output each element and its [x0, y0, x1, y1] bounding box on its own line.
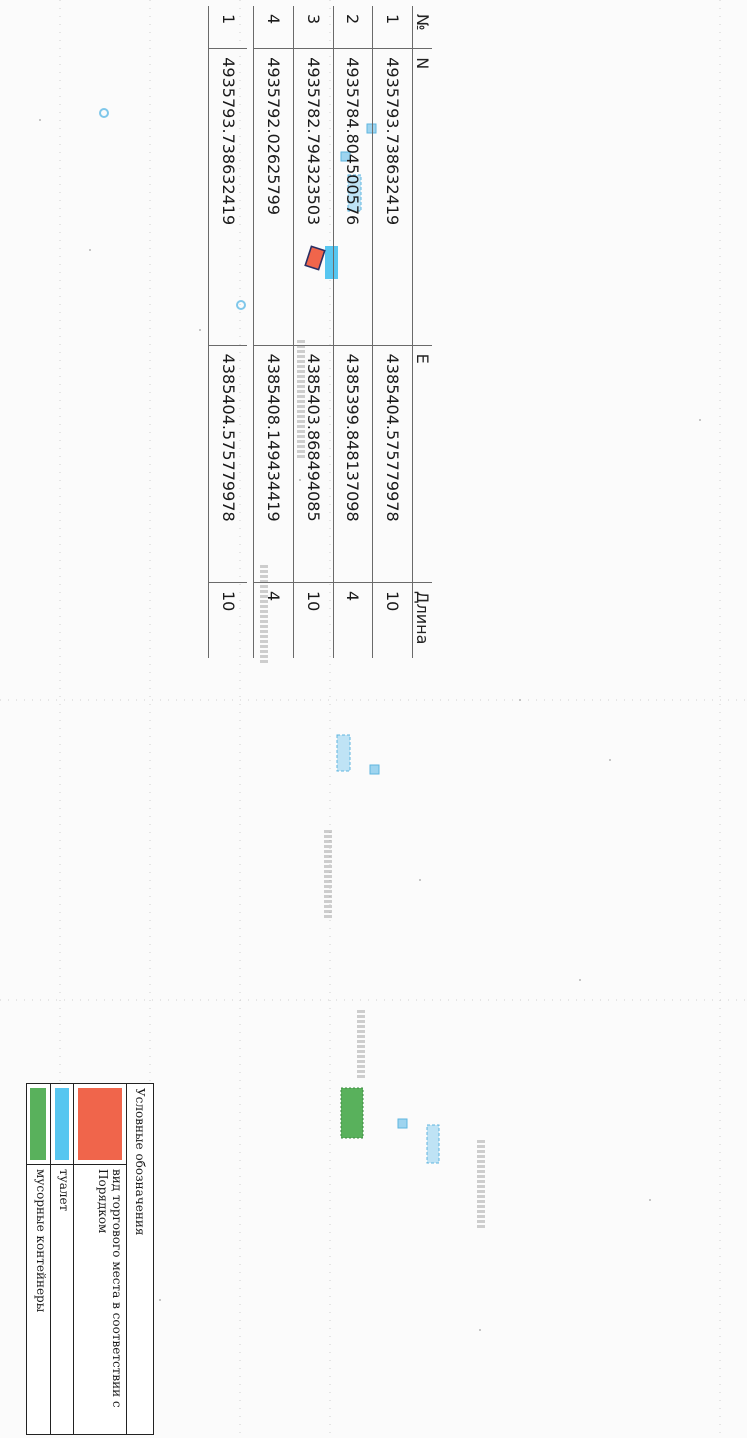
legend-item: [73, 1084, 126, 1434]
legend-swatch-waste-containers: [30, 1088, 46, 1160]
cell-length: 10: [373, 583, 413, 659]
legend-item: [26, 1084, 50, 1434]
coordinates-table-container: [208, 6, 432, 658]
legend-swatch-toilet: [55, 1088, 69, 1160]
street-label-5: [477, 1140, 485, 1230]
cell-length: 10: [293, 583, 333, 659]
map-marker-square: [370, 765, 379, 774]
header-number: №: [413, 6, 433, 49]
cell-number: 2: [333, 6, 373, 49]
cell-n: 4935784.804500576: [333, 49, 373, 345]
cell-e: 4385404.575779978: [373, 345, 413, 582]
cell-length: 4: [254, 583, 294, 659]
legend-label: вид торгового места в соответствии с Порядком: [96, 1169, 124, 1408]
coordinates-table: [208, 6, 432, 658]
table-gap-row: [247, 6, 254, 658]
cell-length: 4: [333, 583, 373, 659]
cell-number: 3: [293, 6, 333, 49]
street-label-3: [324, 830, 332, 920]
cell-e: 4385403.868494085: [293, 345, 333, 582]
cell-number: 4: [254, 6, 294, 49]
table-row: [254, 6, 294, 658]
legend-swatch-trade-place: [78, 1088, 122, 1160]
legend-swatch-cell: [74, 1084, 126, 1165]
map-marker-circle: [100, 109, 108, 117]
cell-e: 4385404.575779978: [209, 345, 248, 582]
header-length: Длина: [413, 583, 433, 659]
cell-n: 4935792.02625799: [254, 49, 294, 345]
cell-n: 4935793.738632419: [209, 49, 248, 345]
map-marker-square: [398, 1119, 407, 1128]
header-n: N: [413, 49, 433, 345]
legend-swatch-cell: [26, 1084, 50, 1165]
waste-container-marker: [341, 1088, 363, 1138]
map-marker-outline: [337, 735, 350, 771]
header-e: E: [413, 345, 433, 582]
cell-length: 10: [209, 583, 248, 659]
table-row: [209, 6, 248, 658]
table-row: [293, 6, 333, 658]
cell-e: 4385408.149434419: [254, 345, 294, 582]
legend-label: туалет: [57, 1169, 71, 1212]
legend-item: [50, 1084, 73, 1434]
cell-n: 4935782.794323503: [293, 49, 333, 345]
street-label-4: [357, 1010, 365, 1080]
legend-swatch-cell: [51, 1084, 73, 1165]
map-marker-outline: [427, 1125, 439, 1163]
cell-number: 1: [209, 6, 248, 49]
table-header-row: [413, 6, 433, 658]
cell-n: 4935793.738632419: [373, 49, 413, 345]
cell-number: 1: [373, 6, 413, 49]
table-row: [373, 6, 413, 658]
legend-label: мусорные контейнеры: [34, 1169, 48, 1313]
map-legend: [26, 1083, 154, 1435]
table-row: [333, 6, 373, 658]
legend-title: Условные обозначения: [126, 1084, 153, 1434]
cell-e: 4385399.848137098: [333, 345, 373, 582]
